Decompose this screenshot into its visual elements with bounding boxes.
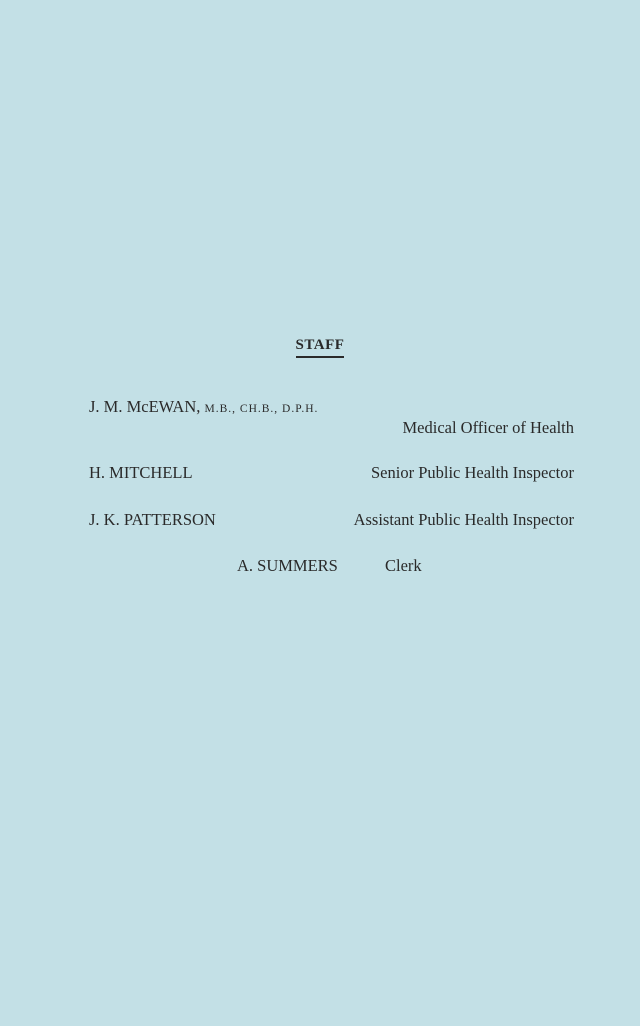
staff-name: H. MITCHELL [89,463,193,482]
staff-entry-role: Medical Officer of Health [402,418,574,437]
staff-entry-role: Senior Public Health Inspector [371,463,574,482]
staff-entry-role: Assistant Public Health Inspector [353,510,574,529]
page-title: STAFF [296,336,345,358]
staff-name: J. M. McEWAN, [89,397,201,416]
staff-name: J. K. PATTERSON [89,510,216,529]
staff-entry-role: Clerk [385,556,422,575]
staff-name: A. SUMMERS [237,556,338,575]
staff-qualifications: M.B., CH.B., D.P.H. [204,403,319,415]
staff-heading-wrap [0,336,640,358]
staff-entry-name [89,397,318,419]
